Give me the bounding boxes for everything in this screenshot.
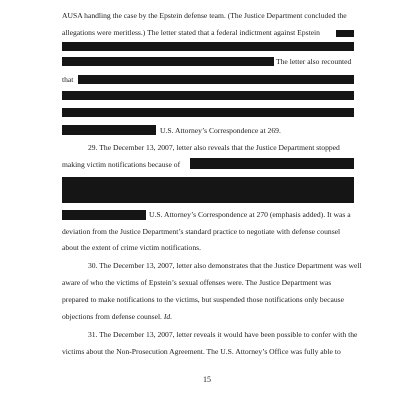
text-line: AUSA handling the case by the Epstein defense team. (The Justice Department concluded the (62, 11, 347, 20)
redaction-block (190, 158, 354, 169)
page-number: 15 (203, 375, 211, 384)
redaction-block (62, 177, 354, 203)
text-line: making victim notifications because of (62, 160, 181, 169)
redaction-block (78, 75, 354, 84)
redaction-block (62, 210, 146, 220)
text-line: U.S. Attorney’s Correspondence at 269. (160, 126, 281, 135)
text-line: 30. The December 13, 2007, letter also demonstrates that the Justice Department was well (88, 261, 362, 270)
text-line: prepared to make notifications to the victims, but suspended those notifications only because (62, 295, 344, 304)
redaction-block (62, 91, 354, 100)
text-line: allegations were meritless.) The letter stated that a federal indictment against Epstein (62, 28, 320, 37)
text-line: aware of who the victims of Epstein’s sexual offenses were. The Justice Department was (62, 278, 332, 287)
text-line: 29. The December 13, 2007, letter also reveals that the Justice Department stopped (88, 143, 340, 152)
citation: Id. (163, 312, 173, 321)
text-line: The letter also recounted (276, 57, 352, 66)
text-line: victims about the Non-Prosecution Agreement. The U.S. Attorney’s Office was fully able to (62, 347, 341, 356)
text-segment: objections from defense counsel. (62, 312, 162, 321)
text-line: deviation from the Justice Department’s standard practice to negotiate with defense counsel (62, 227, 341, 236)
redaction-block (62, 108, 354, 117)
text-line: 31. The December 13, 2007, letter reveals it would have been possible to confer with the (88, 330, 358, 339)
text-line: U.S. Attorney’s Correspondence at 270 (emphasis added). It was a (149, 210, 351, 219)
redaction-block (62, 125, 156, 135)
redaction-block (336, 30, 354, 37)
redaction-block (62, 57, 274, 66)
text-line (62, 312, 172, 321)
text-line: about the extent of crime victim notifications. (62, 243, 201, 252)
text-line: that (62, 75, 74, 84)
redaction-block (62, 42, 354, 51)
